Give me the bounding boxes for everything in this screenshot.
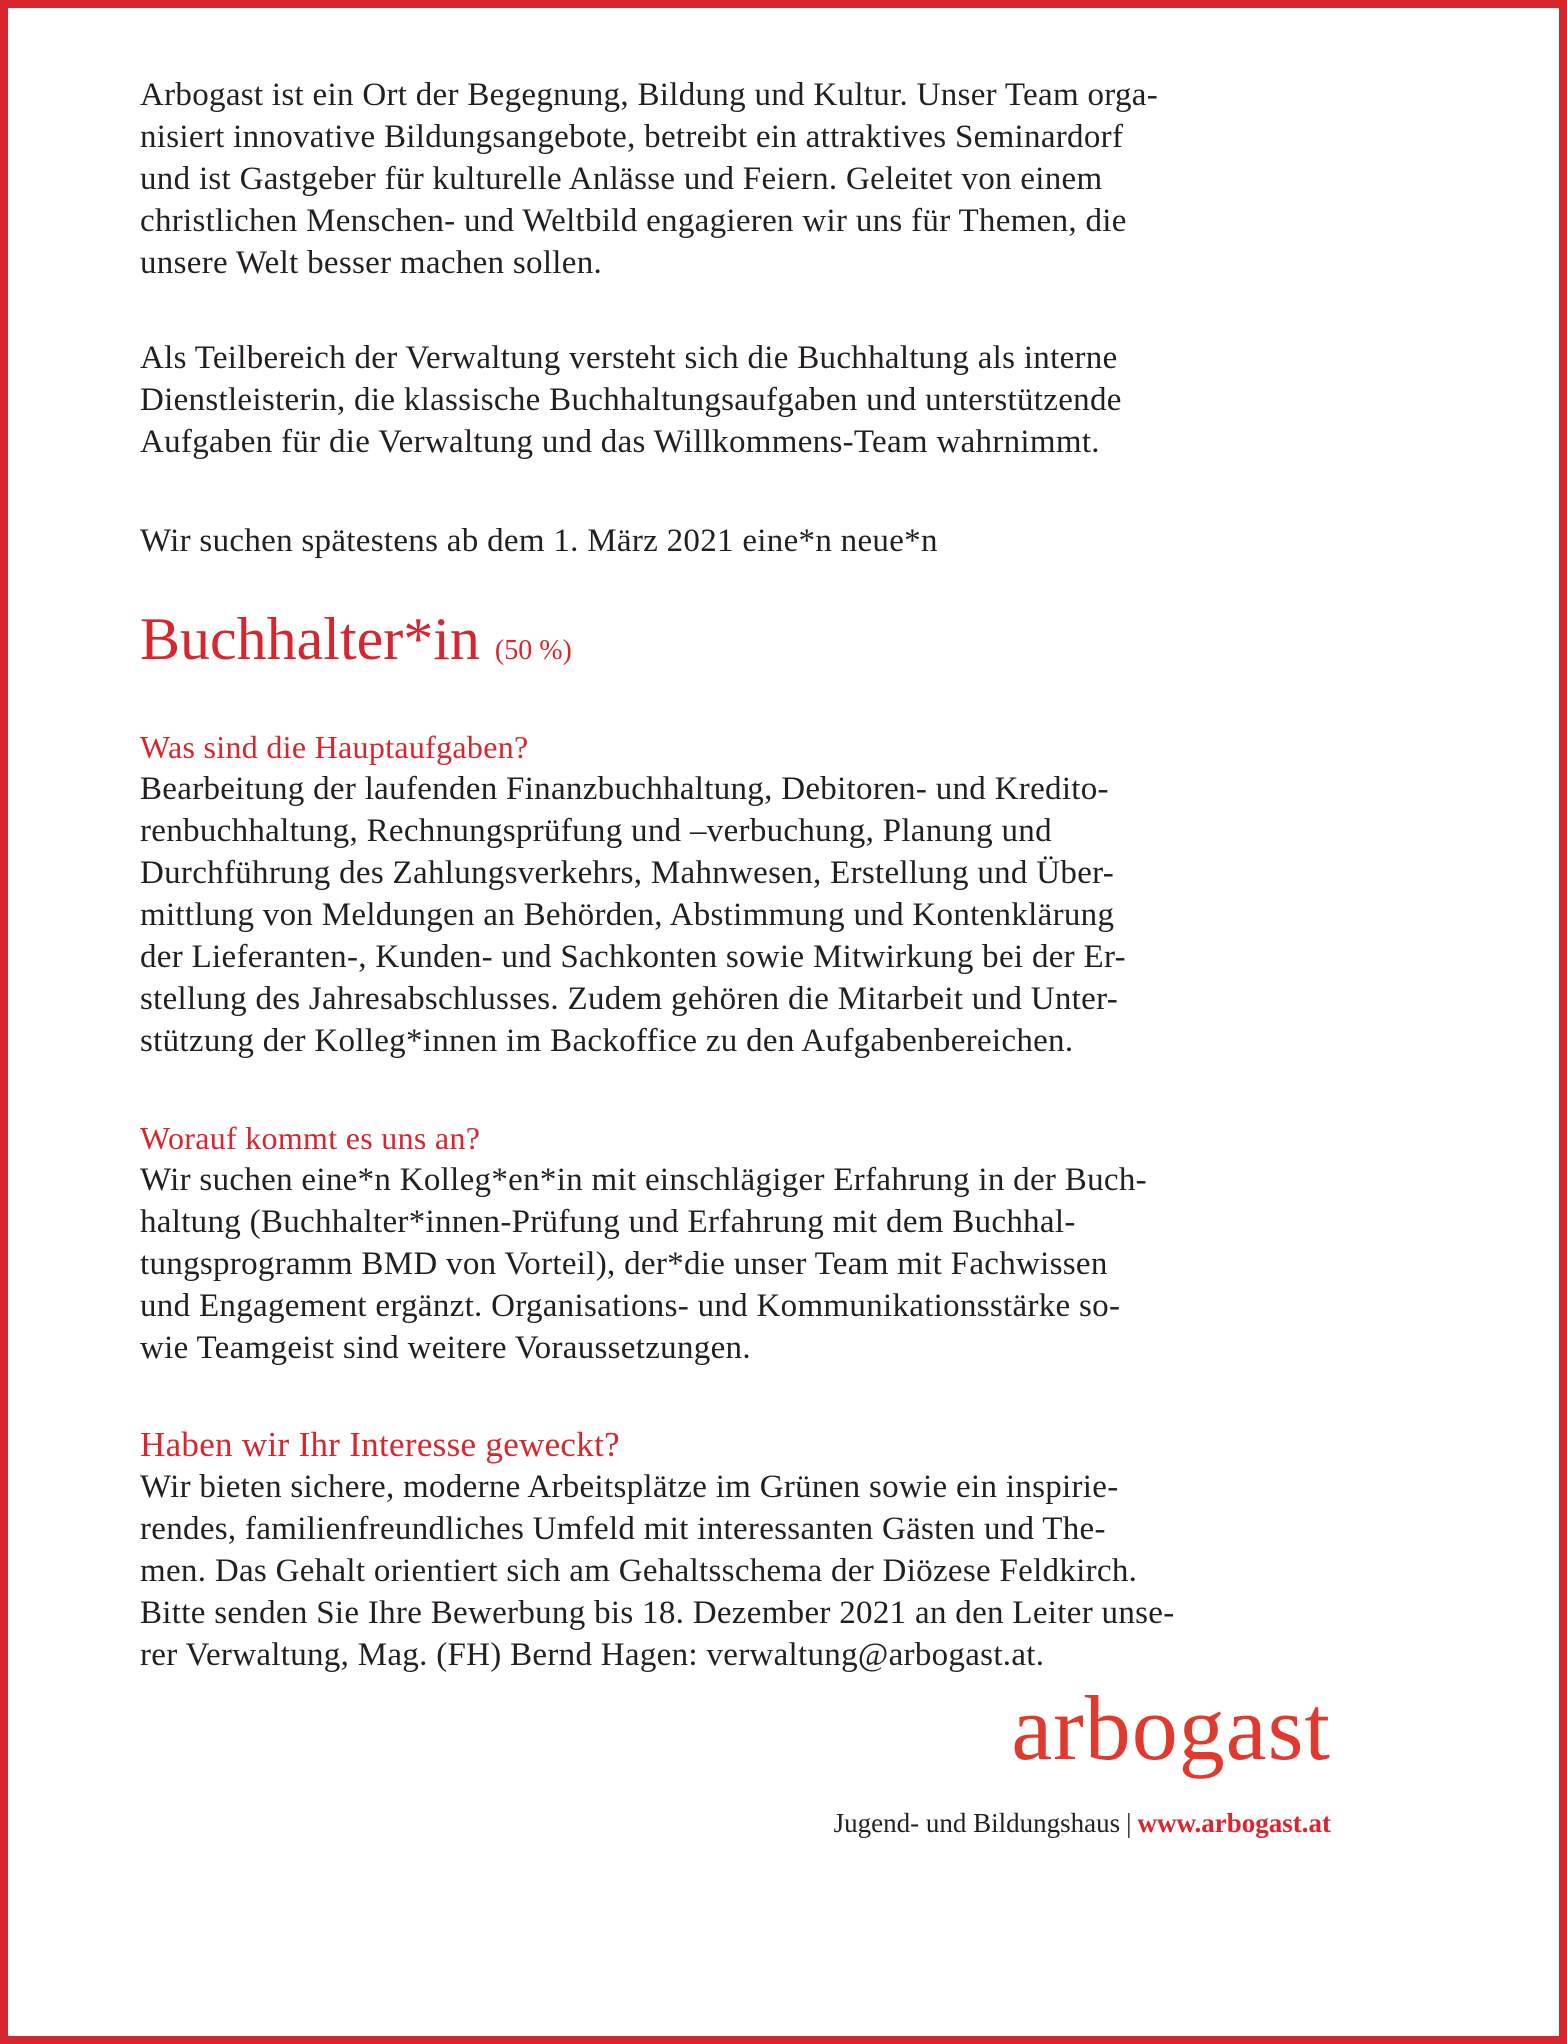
text-line: Arbogast ist ein Ort der Begegnung, Bildung und Kultur. Unser Team orga- [140,77,1158,113]
text-line: und Engagement ergänzt. Organisations- und Kommunikationsstärke so- [140,1288,1121,1324]
text-line: nisiert innovative Bildungsangebote, betreibt ein attraktives Seminardorf [140,119,1124,155]
text-line: stellung des Jahresabschlusses. Zudem gehören die Mitarbeit und Unter- [140,981,1119,1017]
text-line: Bitte senden Sie Ihre Bewerbung bis 18. Dezember 2021 an den Leiter unse- [140,1595,1175,1631]
text-line: unsere Welt besser machen sollen. [140,245,603,281]
text-line: und ist Gastgeber für kulturelle Anlässe und Feiern. Geleitet von einem [140,161,1103,197]
footer-separator: | [1126,1808,1132,1838]
text-line: men. Das Gehalt orientiert sich am Gehaltsschema der Diözese Feldkirch. [140,1553,1138,1589]
text-line: tungsprogramm BMD von Vorteil), der*die unser Team mit Fachwissen [140,1246,1108,1282]
footer-tagline: Jugend- und Bildungshaus [833,1808,1121,1838]
text-line: Wir bieten sichere, moderne Arbeitsplätze im Grünen sowie ein inspirie- [140,1469,1119,1505]
text-line: rendes, familienfreundliches Umfeld mit interessanten Gästen und The- [140,1511,1106,1547]
text-line: christlichen Menschen- und Weltbild engagieren wir uns für Themen, die [140,203,1127,239]
text-line: Wir suchen eine*n Kolleg*en*in mit einschlägiger Erfahrung in der Buch- [140,1162,1147,1198]
text-line: Aufgaben für die Verwaltung und das Willkommens-Team wahrnimmt. [140,424,1100,460]
job-title [140,604,572,686]
text-line: Wir suchen spätestens ab dem 1. März 2021 eine*n neue*n [140,523,938,559]
text-line: Bearbeitung der laufenden Finanzbuchhaltung, Debitoren- und Kredito- [140,771,1109,807]
text-line: Als Teilbereich der Verwaltung versteht sich die Buchhaltung als interne [140,340,1118,376]
text-line: rer Verwaltung, Mag. (FH) Bernd Hagen: verwaltung@arbogast.at. [140,1637,1045,1673]
text-line: der Lieferanten-, Kunden- und Sachkonten sowie Mitwirkung bei der Er- [140,939,1126,975]
text-line: wie Teamgeist sind weitere Voraussetzungen. [140,1330,751,1366]
section-heading: Worauf kommt es uns an? [140,1120,481,1156]
section-requirements [140,1117,1147,1369]
website-link[interactable]: www.arbogast.at [1137,1808,1331,1838]
section-tasks [140,726,1126,1062]
text-line: haltung (Buchhalter*innen-Prüfung und Erfahrung mit dem Buchhal- [140,1204,1076,1240]
arbogast-logo: arbogast [1011,1677,1331,1779]
text-line: Durchführung des Zahlungsverkehrs, Mahnwesen, Erstellung und Über- [140,855,1115,891]
job-title-text: Buchhalter*in [140,606,480,672]
intro-paragraph-1 [140,74,1158,284]
section-heading: Was sind die Hauptaufgaben? [140,729,529,765]
job-percent: (50 %) [494,635,572,666]
text-line: stützung der Kolleg*innen im Backoffice zu den Aufgabenbereichen. [140,1023,1074,1059]
intro-paragraph-2 [140,337,1122,463]
text-line: renbuchhaltung, Rechnungsprüfung und –verbuchung, Planung und [140,813,1052,849]
text-line: Dienstleisterin, die klassische Buchhaltungsaufgaben und unterstützende [140,382,1122,418]
section-interest [140,1424,1175,1676]
text-line: mittlung von Meldungen an Behörden, Abstimmung und Kontenklärung [140,897,1115,933]
footer [834,1806,1331,1840]
section-heading: Haben wir Ihr Interesse geweckt? [140,1425,620,1464]
intro-paragraph-3 [140,520,938,562]
